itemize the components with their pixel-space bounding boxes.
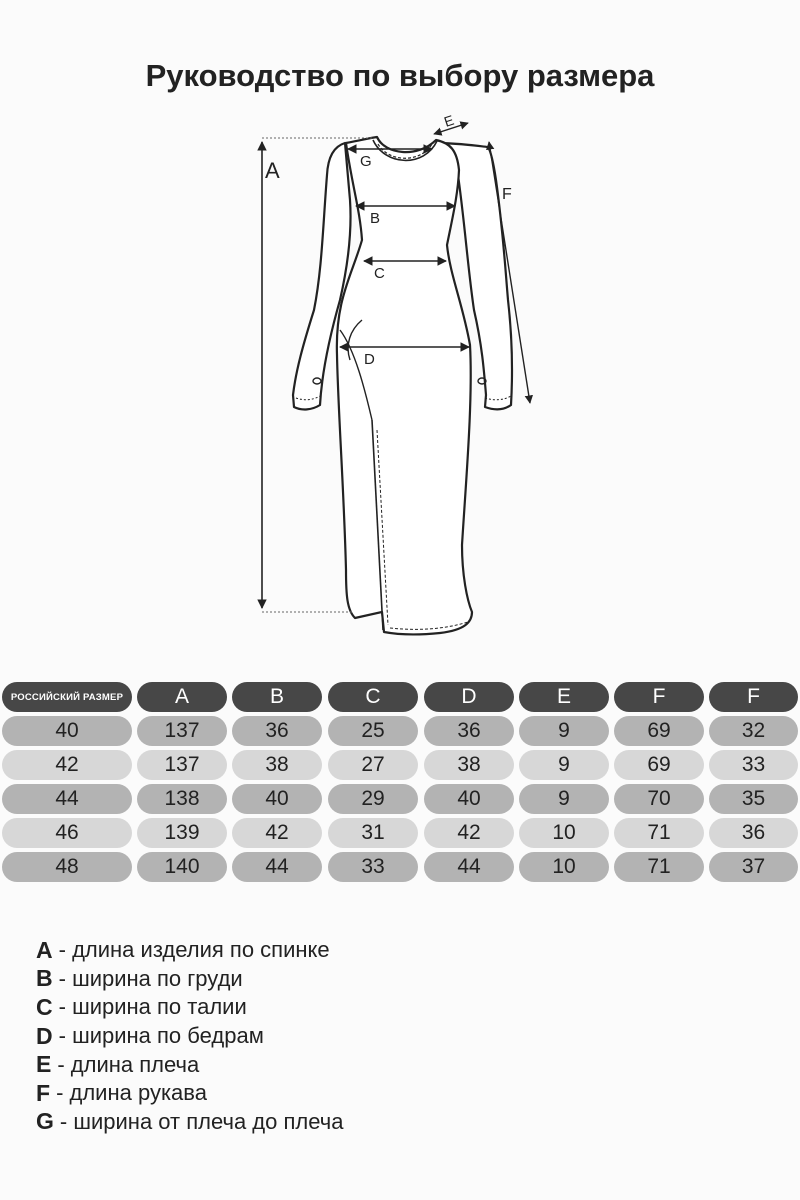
page-title: Руководство по выбору размера xyxy=(145,58,655,93)
table-row xyxy=(0,852,800,883)
legend-text: - длина плеча xyxy=(57,1051,200,1077)
table-header-row xyxy=(0,682,800,713)
dress-outline xyxy=(293,137,512,634)
cell-f-2: 35 xyxy=(709,784,798,814)
cell-b: 40 xyxy=(232,784,322,814)
cell-f-2: 32 xyxy=(709,716,798,746)
label-d: D xyxy=(364,351,375,368)
legend-item xyxy=(36,1050,343,1079)
cell-f: 71 xyxy=(614,818,704,848)
legend-text: - ширина от плеча до плеча xyxy=(59,1108,344,1134)
cell-b: 36 xyxy=(232,716,322,746)
cell-a: 139 xyxy=(137,818,227,848)
cell-d: 36 xyxy=(424,716,514,746)
legend-key: D xyxy=(36,1022,53,1049)
legend-item xyxy=(36,1108,343,1137)
legend-key: G xyxy=(36,1108,54,1135)
cell-a: 138 xyxy=(137,784,227,814)
legend-key: E xyxy=(36,1051,52,1078)
legend-item xyxy=(36,1022,343,1051)
legend-text: - ширина по бедрам xyxy=(58,1023,264,1049)
cell-e: 9 xyxy=(519,716,609,746)
cell-f: 70 xyxy=(614,784,704,814)
cell-ru-size: 48 xyxy=(2,852,132,882)
header-b: B xyxy=(232,682,322,712)
legend-item xyxy=(36,1079,343,1108)
label-f: F xyxy=(502,186,512,203)
legend-key: B xyxy=(36,965,53,992)
legend-text: - ширина по талии xyxy=(58,994,247,1020)
cell-b: 44 xyxy=(232,852,322,882)
table-row xyxy=(0,716,800,747)
cell-c: 33 xyxy=(328,852,418,882)
header-f: F xyxy=(614,682,704,712)
label-c: C xyxy=(374,265,385,282)
legend-key: F xyxy=(36,1079,51,1106)
table-row xyxy=(0,750,800,781)
label-e: E xyxy=(441,111,456,130)
cell-ru-size: 46 xyxy=(2,818,132,848)
legend-key: A xyxy=(36,936,53,963)
measurement-legend xyxy=(36,936,343,1136)
cell-d: 38 xyxy=(424,750,514,780)
legend-item xyxy=(36,936,343,965)
cell-c: 27 xyxy=(328,750,418,780)
legend-item xyxy=(36,965,343,994)
cell-d: 40 xyxy=(424,784,514,814)
cell-ru-size: 42 xyxy=(2,750,132,780)
cell-a: 137 xyxy=(137,716,227,746)
legend-text: - длина рукава xyxy=(56,1080,207,1106)
cell-c: 29 xyxy=(328,784,418,814)
cell-f: 69 xyxy=(614,716,704,746)
cell-f-2: 37 xyxy=(709,852,798,882)
cell-a: 137 xyxy=(137,750,227,780)
legend-text: - ширина по груди xyxy=(58,965,243,991)
cell-a: 140 xyxy=(137,852,227,882)
cell-ru-size: 40 xyxy=(2,716,132,746)
cell-d: 42 xyxy=(424,818,514,848)
cell-e: 9 xyxy=(519,784,609,814)
table-row xyxy=(0,818,800,849)
cell-f: 69 xyxy=(614,750,704,780)
cell-f: 71 xyxy=(614,852,704,882)
cell-c: 25 xyxy=(328,716,418,746)
cell-ru-size: 44 xyxy=(2,784,132,814)
cell-f-2: 33 xyxy=(709,750,798,780)
legend-item xyxy=(36,993,343,1022)
legend-text: - длина изделия по спинке xyxy=(58,937,330,963)
label-b: B xyxy=(370,210,381,227)
label-a: A xyxy=(265,158,280,183)
label-g: G xyxy=(360,153,372,170)
header-d: D xyxy=(424,682,514,712)
header-e: E xyxy=(519,682,609,712)
cell-b: 38 xyxy=(232,750,322,780)
cell-b: 42 xyxy=(232,818,322,848)
cell-e: 10 xyxy=(519,852,609,882)
cell-d: 44 xyxy=(424,852,514,882)
cell-f-2: 36 xyxy=(709,818,798,848)
cell-c: 31 xyxy=(328,818,418,848)
table-row xyxy=(0,784,800,815)
measure-e xyxy=(434,112,468,134)
header-a: A xyxy=(137,682,227,712)
cell-e: 9 xyxy=(519,750,609,780)
header-f-2: F xyxy=(709,682,798,712)
cell-e: 10 xyxy=(519,818,609,848)
header-ru-size: РОССИЙСКИЙ РАЗМЕР xyxy=(2,682,132,712)
legend-key: C xyxy=(36,993,53,1020)
header-c: C xyxy=(328,682,418,712)
